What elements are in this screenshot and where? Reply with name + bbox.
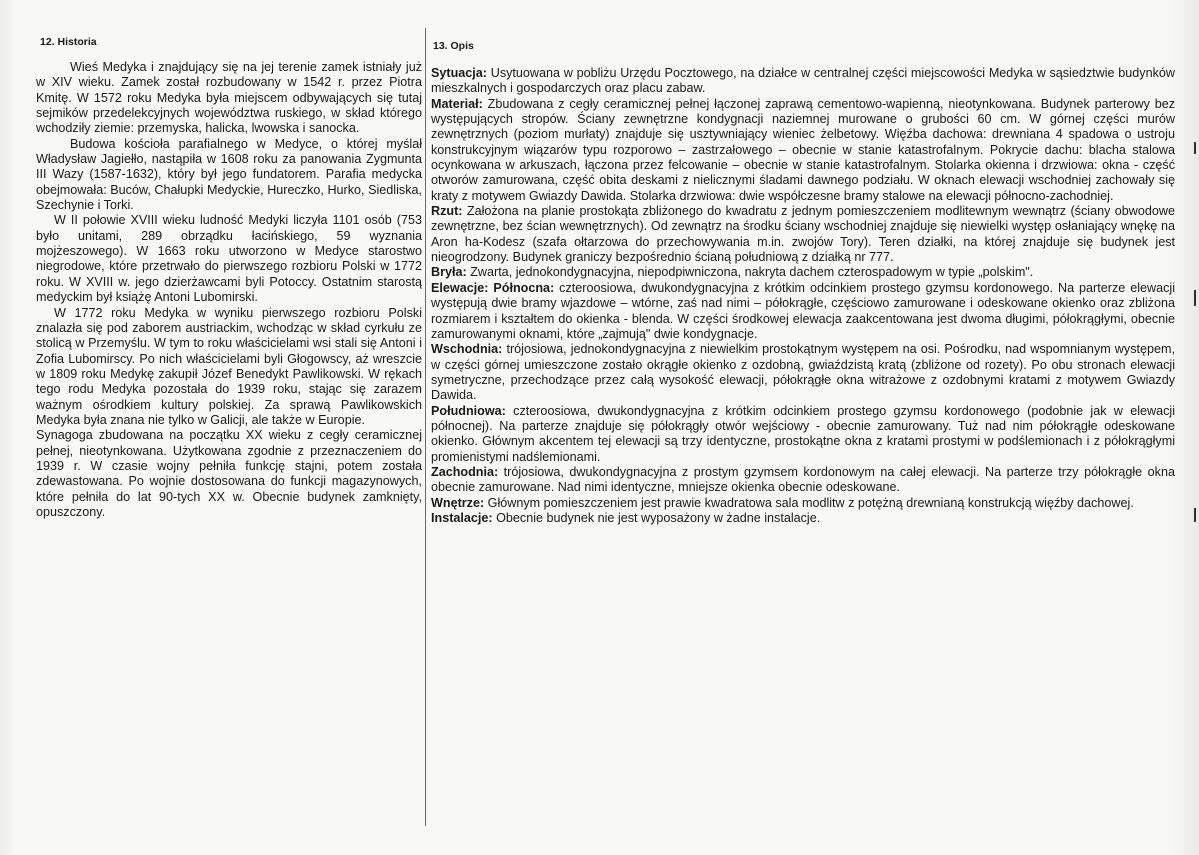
- scan-edge-mark: [1194, 142, 1196, 154]
- entry-massing: [431, 265, 1175, 280]
- entry-south-elevation: [431, 404, 1175, 465]
- entry-label: Wnętrze:: [431, 495, 485, 510]
- entry-interior: [431, 496, 1175, 511]
- description-heading: 13. Opis: [433, 40, 474, 52]
- entry-text: Usytuowana w pobliżu Urzędu Pocztowego, na działce w centralnej części miejscowości Medyka w sąsiedztwie budynków mieszkalnych i gospodarczych oraz placu zabaw.: [431, 66, 1175, 96]
- history-heading: 12. Historia: [40, 36, 97, 48]
- entry-text: Zbudowana z cegły ceramicznej pełnej łączonej zaprawą cementowo-wapienną, nieotynkowana. Budynek parterowy bez występujących stropów. Ściany zewnętrzne kondygnacji naziemnej murowane o grubości 60 cm. W górnej części murów zewnętrznych (poziom murłaty) znajduje się usztywniający wieniec żelbetowy. Więźba dachowa: drewniana 4 spadowa o ustroju konstrukcyjnym wiązarów typu rozporowo – zastrzałowego – obecnie w stanie katastrofalnym. Pokrycie dachu: blacha stalowa ocynkowana w arkuszach, łączona przez felcowanie – obecnie w stanie katastrofalnym. Stolarka okienna i drzwiowa: okna - część otworów zamurowana, część obita deskami z nielicznymi śladami dawnego podziału. W oknach elewacji wschodniej zachowały się kraty z motywem Gwiazdy Dawida. Stolarka drzwiowa: dwie współczesne bramy stalowe na elewacji północno-zachodniej.: [431, 96, 1175, 203]
- entry-plan: [431, 204, 1175, 265]
- entry-text: Założona na planie prostokąta zbliżonego do kwadratu z jednym pomieszczeniem modlitewnym wewnątrz (ściany obwodowe zewnętrzne, bez ścian wewnętrznych). Od zewnątrz na środku ściany wschodniej znajduje się niewielki występ osłaniający wnękę na Aron ha-Kodesz (szafa ołtarzowa do przechowywania m.in. zwojów Tory). Teren działki, na której znajduje się budynek jest nieogrodzony. Budynek graniczy bezpośrednio ścianą południową z działką nr 777.: [431, 204, 1175, 265]
- entry-situation: [431, 66, 1175, 97]
- entry-text: trójosiowa, dwukondygnacyjna z prostym gzymsem kordonowym na całej elewacji. Na parterze trzy półokrągłe okna obecnie zamurowane. Nad nimi identyczne, mniejsze okienka obecnie odeskowane.: [431, 464, 1175, 495]
- entry-label: Południowa:: [431, 403, 506, 418]
- history-column: [30, 36, 422, 520]
- entry-label: Bryła:: [431, 265, 467, 280]
- entry-label: Sytuacja:: [431, 66, 487, 80]
- entry-label: Instalacje:: [431, 510, 493, 525]
- entry-label: Elewacje: Północna:: [431, 280, 555, 295]
- entry-text: Obecnie budynek nie jest wyposażony w żadne instalacje.: [492, 510, 821, 525]
- entry-text: czteroosiowa, dwukondygnacyjna z krótkim odcinkiem prostego gzymsu kordonowego. Na parterze elewacji występują dwie bramy wjazdowe – wtórne, zaś nad nimi – półokrągłe, częściowo zamurowane i odeskowane okienko oraz zbliżona rozmiarem i kształtem do okienka - blenda. W części środkowej elewacja zaakcentowana jest dwoma długimi, półokrągłymi, obecnie zamurowanymi oknami, które „zajmują" dwie kondygnacje.: [431, 280, 1175, 341]
- entry-text: Zwarta, jednokondygnacyjna, niepodpiwniczona, nakryta dachem czterospadowym w typie „polskim".: [466, 265, 1034, 280]
- history-paragraph-3: W II połowie XVIII wieku ludność Medyki liczyła 1101 osób (753 było unitami, 289 obrządku łacińskiego, 59 wyznania mojżeszowego). W 1663 roku utworzono w Medyce starostwo niegrodowe, które przetrwało do pierwszego rozbioru Polski w 1772 roku. W XVIII w. jego dzierżawcami byli Potoccy. Ostatnim starostą medyckim był książę Antoni Lubomirski.: [36, 213, 422, 305]
- description-column: [431, 36, 1175, 526]
- history-paragraph-4: W 1772 roku Medyka w wyniku pierwszego rozbioru Polski znalazła się pod zaborem austriackim, wchodząc w skład cyrkułu ze stolicą w Przemyślu. W tym to roku właścicielami wsi stali się Antoni i Zofia Lubomirscy. Po nich właścicielami byli Głogowscy, aż wreszcie w 1809 roku Medykę zakupił Józef Benedykt Pawlikowski. W rękach tego rodu Medyka pozostała do 1939 roku, stając się zarazem ważnym ośrodkiem kultury polskiej. Za sprawą Pawlikowskich Medyka była znana nie tylko w Galicji, ale także w Europie.: [36, 305, 422, 427]
- column-divider: [425, 28, 426, 826]
- history-paragraph-2: Budowa kościoła parafialnego w Medyce, o której myślał Władysław Jagiełło, nastąpiła w 1608 roku za panowania Zygmunta III Wazy (1587-1632), który był jego fundatorem. Parafia medycka obejmowała: Buców, Chałupki Medyckie, Hureczko, Hurko, Siedliska, Szechynie i Torki.: [36, 136, 422, 213]
- history-paragraph-5: Synagoga zbudowana na początku XX wieku z cegły ceramicznej pełnej, nieotynkowana. Użytkowana zgodnie z przeznaczeniem do 1939 r. W czasie wojny pełniła funkcję stajni, potem została zdewastowana. Po wojnie dostosowana do funkcji magazynowych, które pełniła do lat 90-tych XX w. Obecnie budynek zamknięty, opuszczony.: [36, 428, 422, 519]
- entry-installations: [431, 511, 1175, 526]
- entry-west-elevation: [431, 465, 1175, 496]
- entry-text: Głównym pomieszczeniem jest prawie kwadratowa sala modlitw z potężną drewnianą konstrukcją więźby dachowej.: [484, 495, 1134, 510]
- history-paragraph-1: Wieś Medyka i znajdujący się na jej terenie zamek istniały już w XIV wieku. Zamek został rozbudowany w 1542 r. przez Piotra Kmitę. W 1572 roku Medyka była miejscem odbywających się tutaj sejmików przedelekcyjnych województwa ruskiego, w skład którego wchodziły ziemie: przemyska, halicka, lwowska i sanocka.: [36, 60, 422, 136]
- entry-label: Rzut:: [431, 204, 463, 219]
- entry-north-elevation: [431, 281, 1175, 342]
- entry-label: Wschodnia:: [431, 342, 503, 357]
- entry-text: czteroosiowa, dwukondygnacyjna z krótkim odcinkiem prostego gzymsu kordonowego (podobnie jak w elewacji północnej). Na parterze znajduje się półokrągły otwór wejściowy - obecnie zamurowany. Tuż nad nim półokrągłe odeskowane okienko. Głównym akcentem tej elewacji są trzy identyczne, prostokątne okna z kratami prostymi w podślemionach i z półokrągłymi promienistymi nadślemionami.: [431, 403, 1175, 464]
- entry-label: Zachodnia:: [431, 464, 499, 479]
- scan-edge-mark: [1194, 508, 1196, 522]
- entry-material: [431, 97, 1175, 204]
- scan-edge-mark: [1194, 290, 1196, 306]
- entry-text: trójosiowa, jednokondygnacyjna z niewielkim prostokątnym występem na osi. Pośrodku, nad wspomnianym występem, w części górnej umieszczone zostało okrągłe okienko z ozdobną, gwiaździstą kratą (zbliżone od rozety). Po obu stronach elewacji symetryczne, przechodzące przez całą wysokość elewacji, półokrągłe okna witrażowe z ozdobnymi kratami z motywem Gwiazdy Dawida.: [431, 342, 1175, 403]
- entry-east-elevation: [431, 342, 1175, 403]
- entry-label: Materiał:: [431, 96, 483, 111]
